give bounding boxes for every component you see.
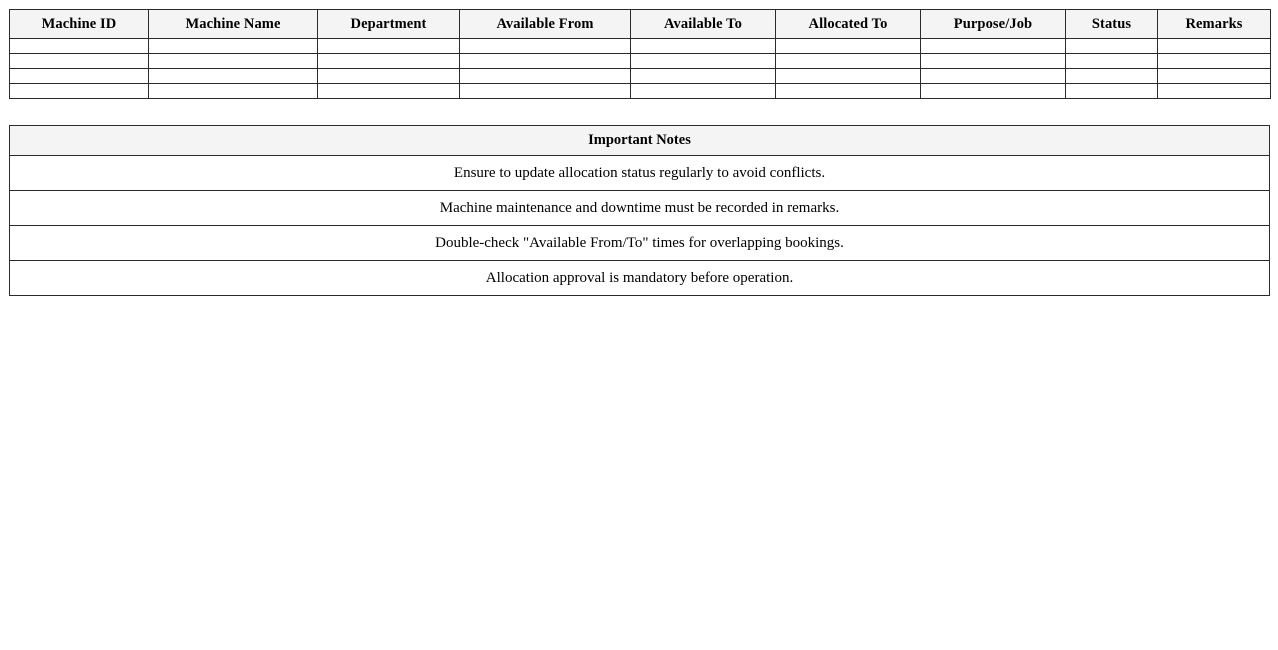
cell-allocated-to[interactable] [776, 54, 921, 69]
cell-remarks[interactable] [1158, 84, 1271, 99]
cell-available-to[interactable] [631, 39, 776, 54]
cell-department[interactable] [318, 39, 460, 54]
cell-allocated-to[interactable] [776, 39, 921, 54]
cell-purpose-job[interactable] [921, 69, 1066, 84]
cell-machine-name[interactable] [149, 54, 318, 69]
cell-status[interactable] [1066, 54, 1158, 69]
cell-machine-name[interactable] [149, 69, 318, 84]
cell-status[interactable] [1066, 39, 1158, 54]
notes-header-title: Important Notes [10, 126, 1270, 156]
table-row [10, 69, 1271, 84]
cell-machine-name[interactable] [149, 84, 318, 99]
cell-available-from[interactable] [460, 54, 631, 69]
table-header-row [10, 10, 1271, 39]
cell-purpose-job[interactable] [921, 39, 1066, 54]
cell-department[interactable] [318, 84, 460, 99]
cell-machine-id[interactable] [10, 54, 149, 69]
important-notes-table [9, 125, 1270, 296]
notes-row [10, 226, 1270, 261]
cell-allocated-to[interactable] [776, 69, 921, 84]
notes-row [10, 191, 1270, 226]
column-header-purpose-job: Purpose/Job [921, 10, 1066, 39]
column-header-department: Department [318, 10, 460, 39]
column-header-machine-id: Machine ID [10, 10, 149, 39]
table-row [10, 39, 1271, 54]
important-notes-section [9, 125, 1270, 296]
column-header-allocated-to: Allocated To [776, 10, 921, 39]
cell-purpose-job[interactable] [921, 84, 1066, 99]
cell-allocated-to[interactable] [776, 84, 921, 99]
cell-machine-id[interactable] [10, 84, 149, 99]
cell-department[interactable] [318, 54, 460, 69]
note-item-3: Double-check "Available From/To" times for overlapping bookings. [10, 226, 1270, 261]
notes-header-row [10, 126, 1270, 156]
cell-remarks[interactable] [1158, 39, 1271, 54]
cell-machine-id[interactable] [10, 39, 149, 54]
notes-row [10, 261, 1270, 296]
note-item-1: Ensure to update allocation status regularly to avoid conflicts. [10, 156, 1270, 191]
cell-remarks[interactable] [1158, 54, 1271, 69]
table-row [10, 84, 1271, 99]
cell-department[interactable] [318, 69, 460, 84]
cell-machine-id[interactable] [10, 69, 149, 84]
notes-row [10, 156, 1270, 191]
note-item-4: Allocation approval is mandatory before operation. [10, 261, 1270, 296]
cell-status[interactable] [1066, 69, 1158, 84]
cell-available-from[interactable] [460, 84, 631, 99]
cell-available-from[interactable] [460, 69, 631, 84]
column-header-status: Status [1066, 10, 1158, 39]
note-item-2: Machine maintenance and downtime must be recorded in remarks. [10, 191, 1270, 226]
cell-purpose-job[interactable] [921, 54, 1066, 69]
table-row [10, 54, 1271, 69]
column-header-remarks: Remarks [1158, 10, 1271, 39]
machine-allocation-table [9, 9, 1271, 99]
cell-available-to[interactable] [631, 54, 776, 69]
cell-available-to[interactable] [631, 84, 776, 99]
cell-available-from[interactable] [460, 39, 631, 54]
column-header-machine-name: Machine Name [149, 10, 318, 39]
column-header-available-from: Available From [460, 10, 631, 39]
cell-status[interactable] [1066, 84, 1158, 99]
column-header-available-to: Available To [631, 10, 776, 39]
cell-remarks[interactable] [1158, 69, 1271, 84]
cell-machine-name[interactable] [149, 39, 318, 54]
cell-available-to[interactable] [631, 69, 776, 84]
